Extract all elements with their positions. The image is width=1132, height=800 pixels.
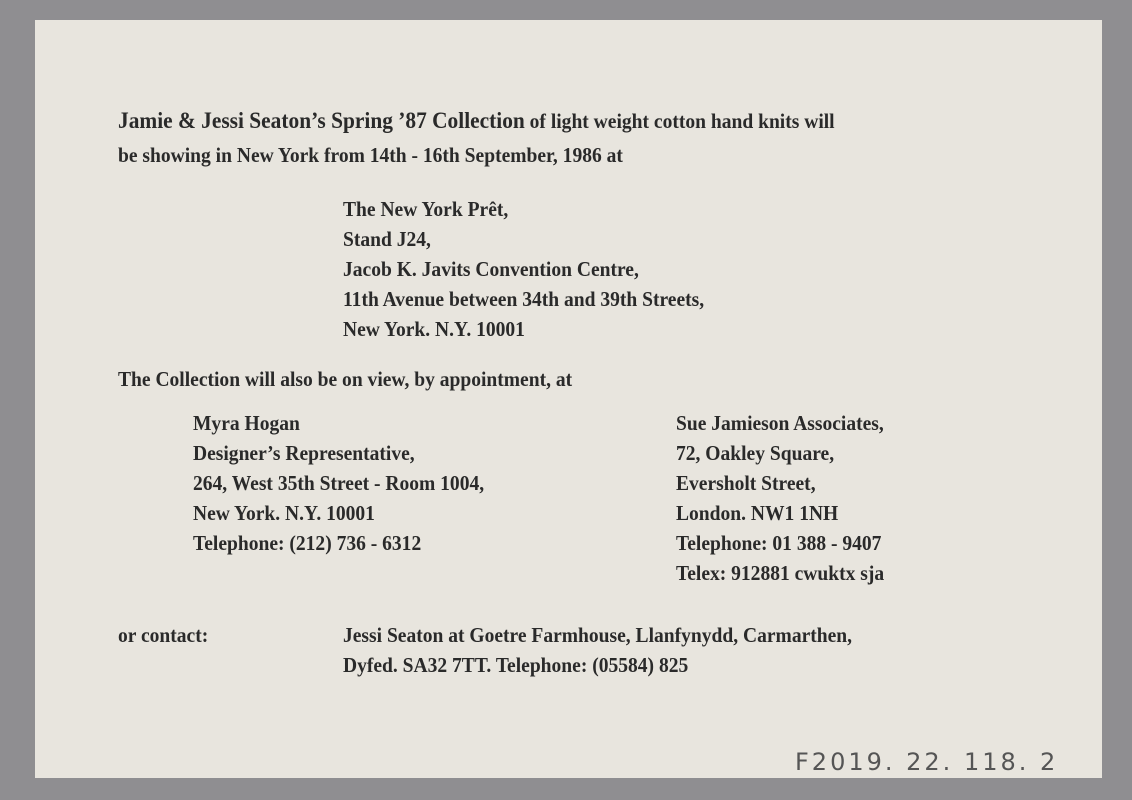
ny-rep-line: New York. N.Y. 10001 xyxy=(193,501,375,525)
intro-line-2: be showing in New York from 14th - 16th September, 1986 at xyxy=(118,143,623,167)
venue-line: The New York Prêt, xyxy=(343,197,509,221)
contact-line-2: Dyfed. SA32 7TT. Telephone: (05584) 825 xyxy=(343,653,689,677)
ny-rep-line: Designer’s Representative, xyxy=(193,441,415,465)
ny-rep-line: 264, West 35th Street - Room 1004, xyxy=(193,471,485,495)
accession-number: F2019. 22. 118. 2 xyxy=(795,748,1059,776)
london-rep-line: London. NW1 1NH xyxy=(676,501,839,525)
venue-line: New York. N.Y. 10001 xyxy=(343,317,525,341)
venue-line: Jacob K. Javits Convention Centre, xyxy=(343,257,639,281)
venue-line: 11th Avenue between 34th and 39th Streets, xyxy=(343,287,705,311)
venue-line: Stand J24, xyxy=(343,227,431,251)
collection-desc: of light weight cotton hand knits will xyxy=(529,109,835,133)
london-rep-line: Sue Jamieson Associates, xyxy=(676,411,884,435)
london-rep-line: Eversholt Street, xyxy=(676,471,816,495)
also-on-view: The Collection will also be on view, by appointment, at xyxy=(118,367,573,391)
london-rep-line: 72, Oakley Square, xyxy=(676,441,835,465)
contact-label: or contact: xyxy=(118,623,209,647)
ny-rep-line: Telephone: (212) 736 - 6312 xyxy=(193,531,422,555)
intro-line-1 xyxy=(118,106,835,136)
contact-line-1: Jessi Seaton at Goetre Farmhouse, Llanfynydd, Carmarthen, xyxy=(343,623,853,647)
ny-rep-line: Myra Hogan xyxy=(193,411,300,435)
london-rep-line: Telephone: 01 388 - 9407 xyxy=(676,531,882,555)
collection-title: Jamie & Jessi Seaton’s Spring ’87 Collection xyxy=(118,108,525,133)
london-rep-line: Telex: 912881 cwuktx sja xyxy=(676,561,885,585)
